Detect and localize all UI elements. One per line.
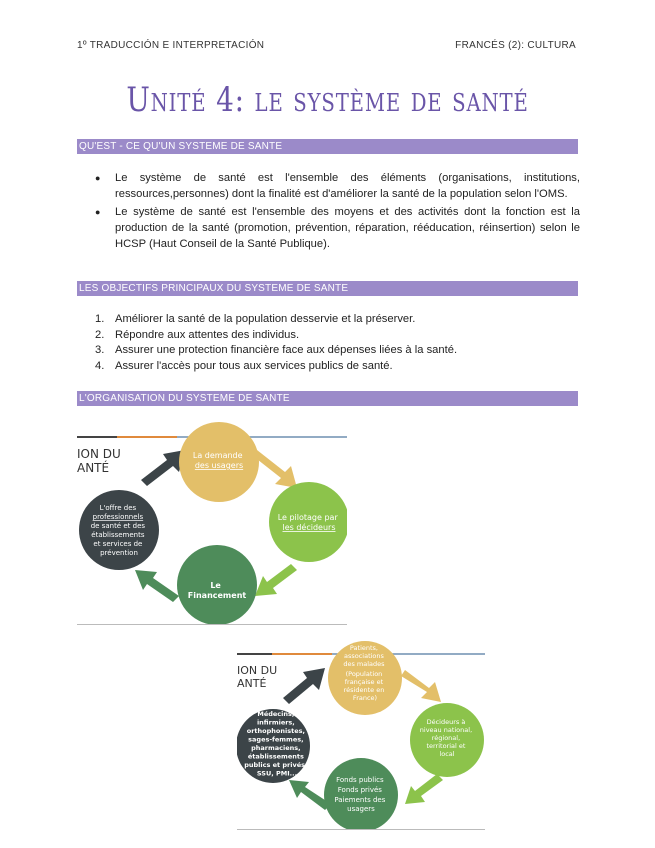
definition-item: ● Le système de santé est l'ensemble des moyens et des activités dont la fonction est la production de la santé (promotion, prévention, réparation, rééducation, réinsertion) selon le HCSP (Haut Conseil de la Santé Publique). xyxy=(95,204,580,252)
cycle-arrow-top-left xyxy=(283,668,325,704)
cycle-arrow-bottom-right xyxy=(405,774,443,804)
node-patients-label: Patients, associations des malades (Population française et résidente en France) xyxy=(343,644,385,702)
slide-heading: ION DU ANTÉ xyxy=(77,447,121,475)
objective-item: 3. Assurer une protection financière face aux dépenses liées à la santé. xyxy=(95,344,458,356)
cycle-diagram-2 xyxy=(237,640,485,830)
cycle-arrow-top-left xyxy=(141,450,185,486)
node-professionals-label: Médecins, infirmiers, orthophonistes, sages-femmes, pharmaciens, établissements publics et privés, SSU, PMI... xyxy=(244,710,308,778)
objectives-list xyxy=(95,312,457,374)
node-demand-label: La demande des usagers xyxy=(192,451,244,470)
cycle-diagram-1 xyxy=(77,420,347,625)
node-steering xyxy=(269,482,347,562)
slide-heading: ION DU ANTÉ xyxy=(237,664,278,690)
node-offer-label: L'offre des professionnels de santé et des établissements et services de prévention xyxy=(90,504,146,557)
node-steering-label: Le pilotage par les décideurs xyxy=(277,513,338,532)
cycle-arrow-bottom-right xyxy=(255,564,297,596)
organisation-diagram-1 xyxy=(77,420,347,625)
section-heading-definition: QU'EST - CE QU'UN SYSTEME DE SANTE xyxy=(77,139,578,154)
section-heading-objectives: LES OBJECTIFS PRINCIPAUX DU SYSTEME DE SANTE xyxy=(77,281,578,296)
objective-item: 2. Répondre aux attentes des individus. xyxy=(95,328,300,341)
page-title: Unité 4: le système de santé xyxy=(126,80,529,120)
definition-item: ● Le système de santé est l'ensemble des éléments (organisations, institutions, ressources,personnes) dont la finalité est d'améliorer la santé de la population selon l'OMS. xyxy=(95,170,580,202)
objective-item: 4. Assurer l'accès pour tous aux services publics de santé. xyxy=(95,359,393,372)
node-funds-label: Fonds publics Fonds privés Paiements des usagers xyxy=(334,776,386,813)
definition-list xyxy=(95,170,580,254)
cycle-arrow-top-right xyxy=(401,670,441,702)
slide-border xyxy=(237,829,485,830)
node-funding-label: Le Financement xyxy=(187,581,247,600)
cycle-arrow-top-right xyxy=(253,450,297,488)
organisation-diagram-2 xyxy=(237,640,485,830)
header-course: 1º TRADUCCIÓN E INTERPRETACIÓN xyxy=(77,40,265,51)
objective-item: 1. Améliorer la santé de la population desservie et la préserver. xyxy=(95,313,416,325)
node-decision-makers-label: Décideurs à niveau national, régional, territorial et local xyxy=(419,718,473,758)
node-offer xyxy=(79,490,159,570)
section-heading-organisation: L'ORGANISATION DU SYSTEME DE SANTE xyxy=(77,391,578,406)
cycle-arrow-bottom-left xyxy=(135,570,179,602)
header-subject: FRANCÉS (2): CULTURA xyxy=(455,40,576,51)
slide-border xyxy=(77,624,347,625)
node-funds xyxy=(324,758,398,830)
